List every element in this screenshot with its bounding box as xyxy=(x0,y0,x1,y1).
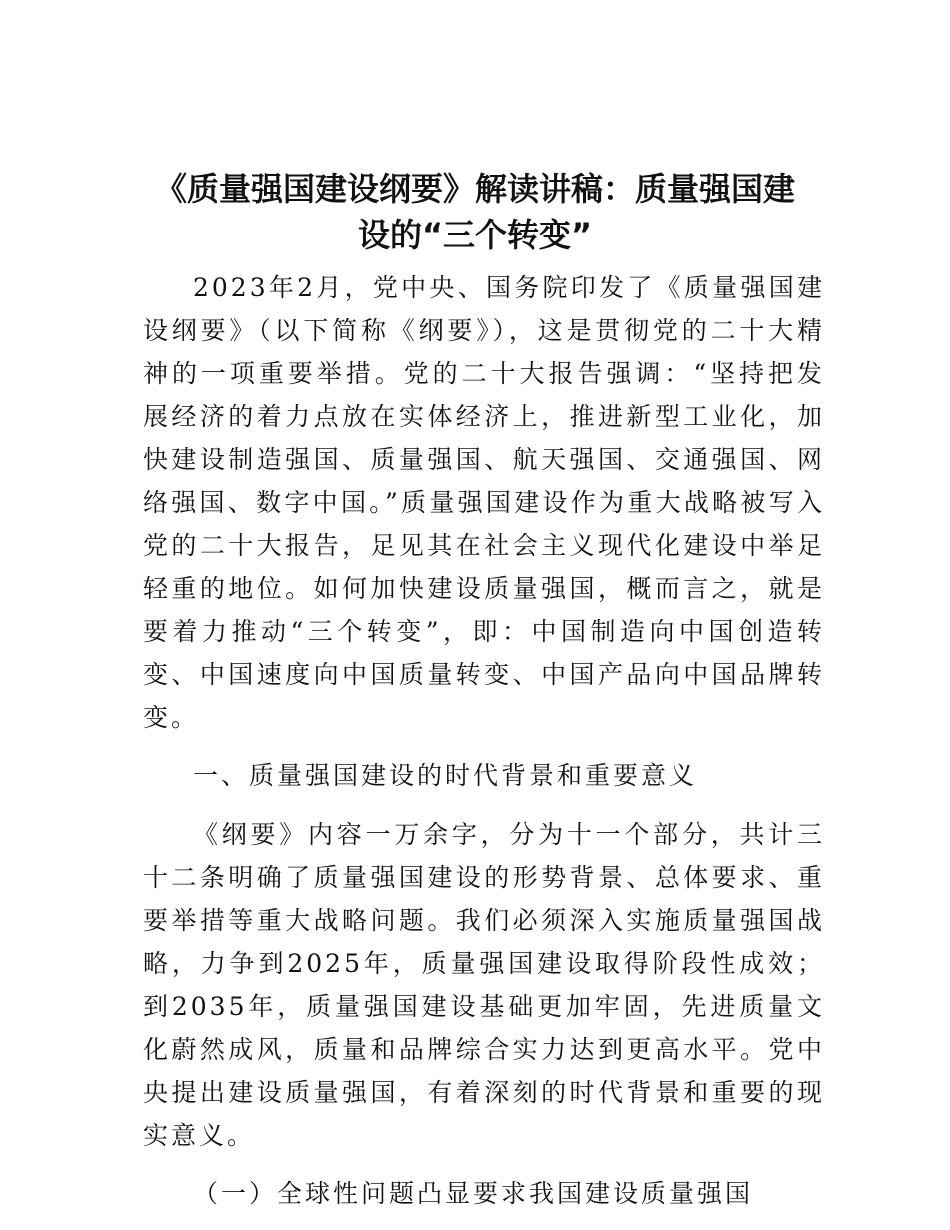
section-heading-1: 一、质量强国建设的时代背景和重要意义 xyxy=(193,761,698,790)
subsection-heading-1: （一）全球性问题凸显要求我国建设质量强国 xyxy=(193,1179,754,1208)
document-body xyxy=(143,266,825,1215)
intro-paragraph: 2023年2月，党中央、国务院印发了《质量强国建设纲要》（以下简称《纲要》），这是贯彻党的二十大精神的一项重要举措。党的二十大报告强调：“坚持把发展经济的着力点放在实体经济上，推进新型工业化，加快建设制造强国、质量强国、航天强国、交通强国、网络强国、数字中国。”质量强国建设作为重大战略被写入党的二十大报告，足见其在社会主义现代化建设中举足轻重的地位。如何加快建设质量强国，概而言之，就是要着力推动“三个转变”，即：中国制造向中国创造转变、中国速度向中国质量转变、中国产品向中国品牌转变。 xyxy=(143,273,825,732)
title-line-2: 设的“三个转变” xyxy=(357,216,593,254)
title-line-1: 《质量强国建设纲要》解读讲稿：质量强国建 xyxy=(154,170,795,208)
document-title xyxy=(130,166,820,258)
section-paragraph-1: 《纲要》内容一万余字，分为十一个部分，共计三十二条明确了质量强国建设的形势背景、总体要求、重要举措等重大战略问题。我们必须深入实施质量强国战略，力争到2025年，质量强国建设取得阶段性成效；到2035年，质量强国建设基础更加牢固，先进质量文化蔚然成风，质量和品牌综合实力达到更高水平。党中央提出建设质量强国，有着深刻的时代背景和重要的现实意义。 xyxy=(143,820,825,1150)
